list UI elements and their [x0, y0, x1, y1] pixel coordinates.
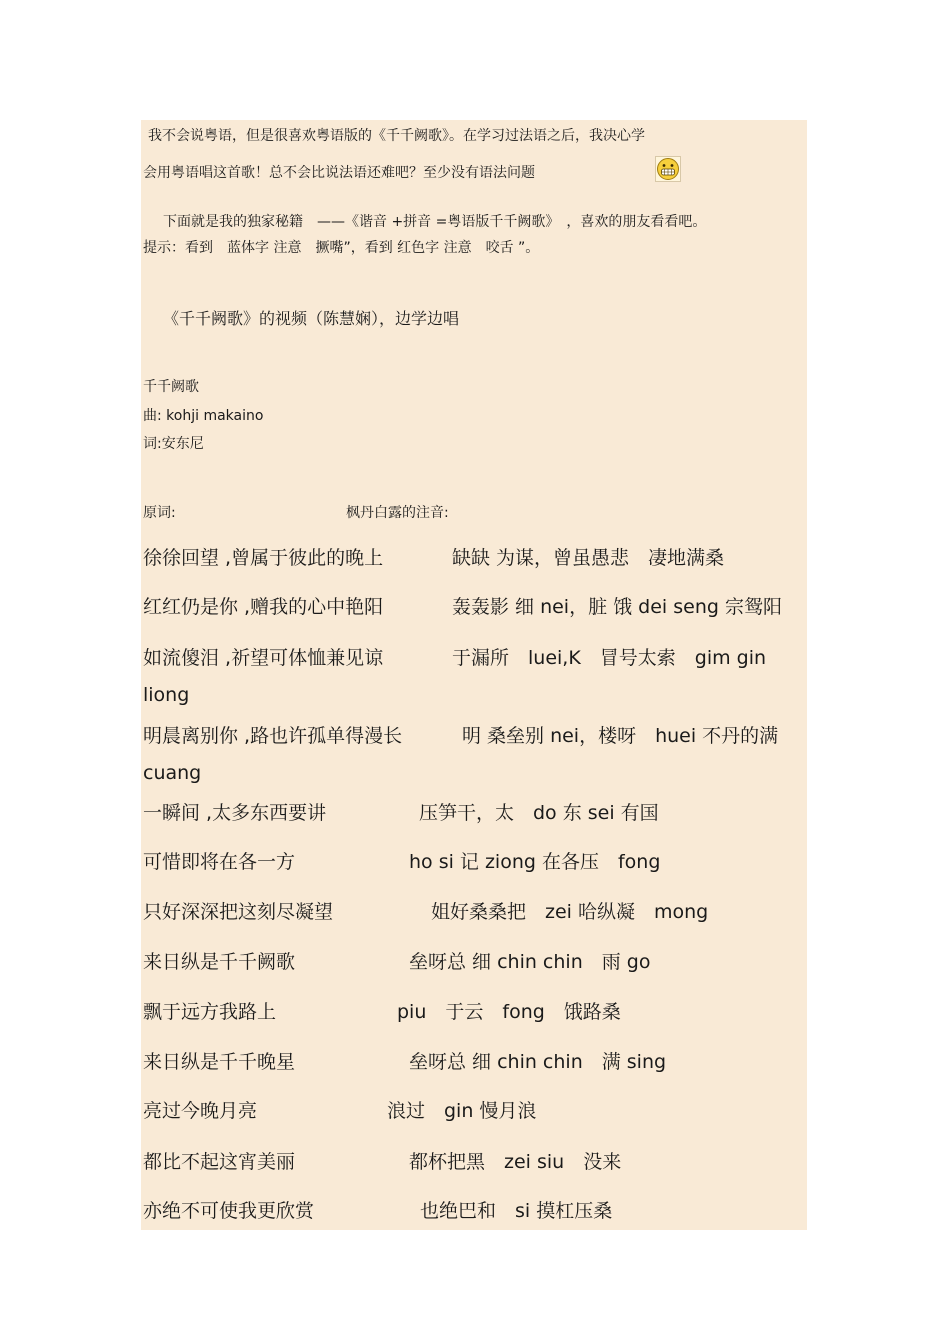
video-line: 《千千阙歌》的视频（陈慧娴），边学边唱	[163, 309, 460, 328]
intro-line-1: 我不会说粤语，但是很喜欢粤语版的《千千阙歌》。在学习过法语之后，我决心学	[148, 128, 645, 144]
lyric-phonetic: 压笋干，太 do 东 sei 有国	[419, 802, 659, 824]
lyric-phonetic: 垒呀总 细 chin chin 满 sing	[409, 1051, 667, 1073]
header-original: 原词:	[143, 505, 176, 521]
intro-line-4: 提示：看到 蓝体字 注意 撅嘴”，看到 红色字 注意 咬舌 ”。	[143, 240, 540, 256]
lyric-phonetic: 明 桑垒别 nei，楼呀 huei 不丹的满	[462, 725, 779, 747]
lyric-original: 徐徐回望 ,曾属于彼此的晚上	[143, 547, 384, 569]
lyric-original: 一瞬间 ,太多东西要讲	[143, 802, 327, 824]
lyric-original: 亮过今晚月亮	[143, 1100, 258, 1122]
lyric-original: 飘于远方我路上	[143, 1001, 277, 1023]
lyric-phonetic: 轰轰影 细 nei，脏 饿 dei seng 宗鸳阳	[452, 596, 782, 618]
intro-line-2: 会用粤语唱这首歌！总不会比说法语还难吧？至少没有语法问题	[143, 165, 535, 181]
lyric-phonetic: 也绝巴和 si 摸杠压桑	[420, 1200, 613, 1222]
header-annotation: 枫丹白露的注音:	[346, 505, 449, 521]
grinning-face-icon	[655, 156, 681, 182]
lyric-phonetic-continuation: cuang	[143, 762, 202, 784]
lyric-original: 明晨离别你 ,路也许孤单得漫长	[143, 725, 403, 747]
lyric-original: 来日纵是千千晚星	[143, 1051, 296, 1073]
lyric-phonetic: ho si 记 ziong 在各压 fong	[409, 851, 661, 873]
song-title: 千千阙歌	[143, 379, 199, 395]
lyric-original: 来日纵是千千阙歌	[143, 951, 296, 973]
lyric-original: 红红仍是你 ,赠我的心中艳阳	[143, 596, 384, 618]
lyric-phonetic-continuation: liong	[143, 684, 190, 706]
lyric-phonetic: 浪过 gin 慢月浪	[387, 1100, 537, 1122]
lyric-original: 都比不起这宵美丽	[143, 1151, 296, 1173]
song-composer: 曲: kohji makaino	[143, 408, 264, 424]
lyric-original: 只好深深把这刻尽凝望	[143, 901, 334, 923]
lyric-phonetic: piu 于云 fong 饿路桑	[397, 1001, 621, 1023]
lyric-phonetic: 姐好桑桑把 zei 哈纵凝 mong	[431, 901, 709, 923]
lyric-original: 亦绝不可使我更欣赏	[143, 1200, 315, 1222]
lyric-phonetic: 垒呀总 细 chin chin 雨 go	[409, 951, 651, 973]
song-lyricist: 词:安东尼	[143, 436, 204, 452]
lyric-phonetic: 都杯把黑 zei siu 没来	[409, 1151, 622, 1173]
intro-line-3: 下面就是我的独家秘籍 ——《谐音 +拼音 =粤语版千千阙歌》 ，喜欢的朋友看看吧。	[163, 214, 707, 230]
lyric-original: 如流傻泪 ,祈望可体恤兼见谅	[143, 647, 384, 669]
lyric-original: 可惜即将在各一方	[143, 851, 296, 873]
lyric-phonetic: 缺缺 为谋，曾虽愚悲 凄地满桑	[452, 547, 725, 569]
lyric-phonetic: 于漏所 luei,K 冒号太索 gim gin	[452, 647, 767, 669]
